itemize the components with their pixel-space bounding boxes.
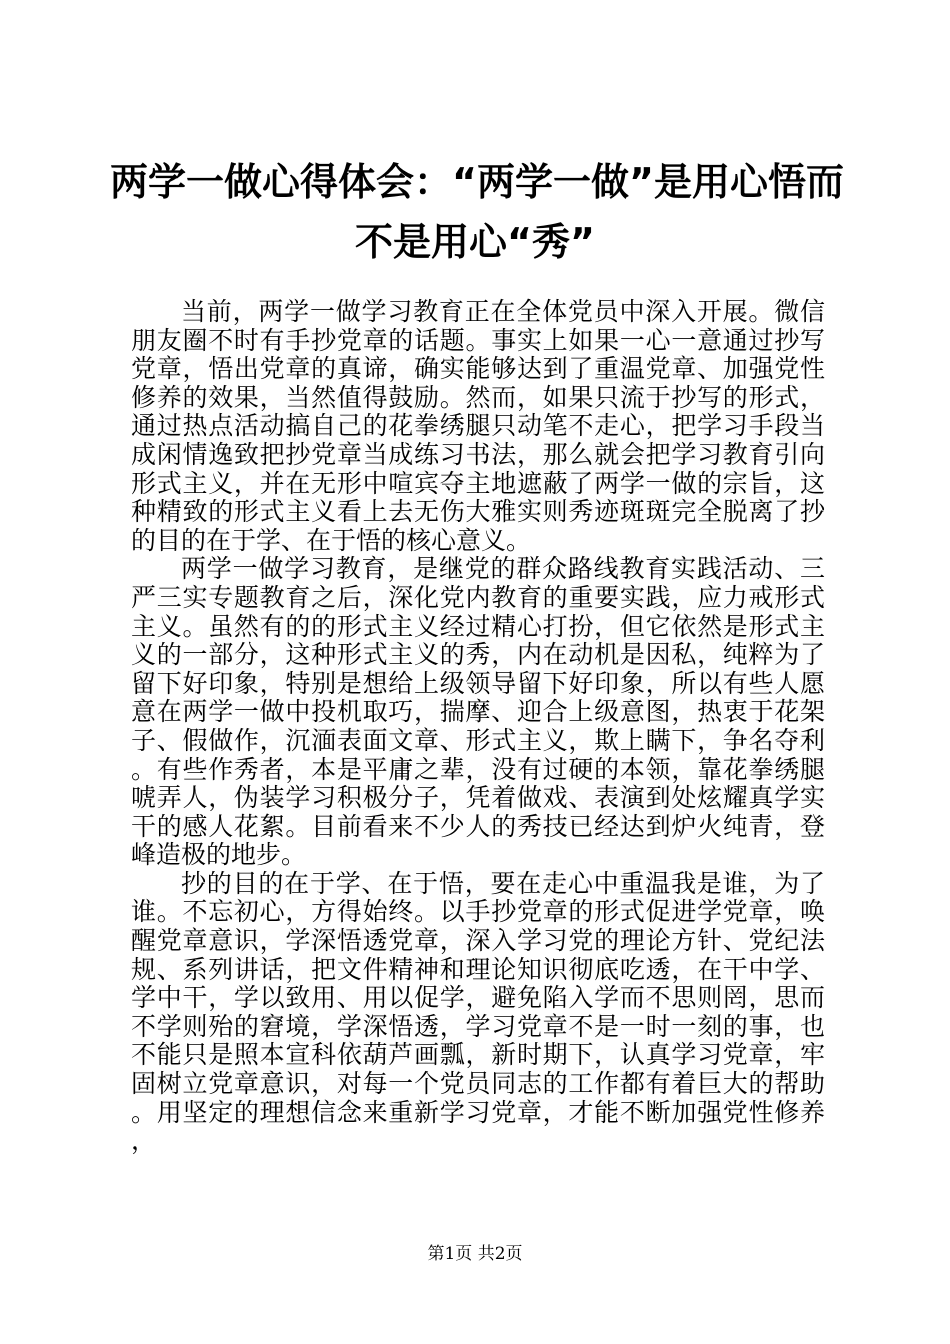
page-footer: 第1页 共2页 <box>427 1244 523 1264</box>
document-title-line-1: 两学一做心得体会：“两学一做”是用心悟而 <box>110 160 844 204</box>
paragraph-3: 抄的目的在于学、在于悟，要在走心中重温我是谁，为了谁。不忘初心，方得始终。以手抄党章的形式促进学党章，唤醒党章意识，学深悟透党章，深入学习党的理论方针、党纪法规、系列讲话，把文件精神和理论知识彻底吃透，在干中学、学中干，学以致用、用以促学，避免陷入学而不思则罔，思而不学则殆的窘境，学深悟透，学习党章不是一时一刻的事，也不能只是照本宣科依葫芦画瓢，新时期下，认真学习党章，牢固树立党章意识，对每一个党员同志的工作都有着巨大的帮助。用坚定的理想信念来重新学习党章，才能不断加强党性修养， <box>131 868 825 1156</box>
document-body <box>131 298 825 1156</box>
document-title-line-2: 不是用心“秀” <box>355 220 595 264</box>
paragraph-1: 当前，两学一做学习教育正在全体党员中深入开展。微信朋友圈不时有手抄党章的话题。事实上如果一心一意通过抄写党章，悟出党章的真谛，确实能够达到了重温党章、加强党性修养的效果，当然值得鼓励。然而，如果只流于抄写的形式，通过热点活动搞自己的花拳绣腿只动笔不走心，把学习手段当成闲情逸致把抄党章当成练习书法，那么就会把学习教育引向形式主义，并在无形中喧宾夺主地遮蔽了两学一做的宗旨，这种精致的形式主义看上去无伤大雅实则秀迹斑斑完全脱离了抄的目的在于学、在于悟的核心意义。 <box>131 297 825 555</box>
paragraph-2: 两学一做学习教育，是继党的群众路线教育实践活动、三严三实专题教育之后，深化党内教育的重要实践，应力戒形式主义。虽然有的的形式主义经过精心打扮，但它依然是形式主义的一部分，这种形式主义的秀，内在动机是因私，纯粹为了留下好印象，特别是想给上级领导留下好印象，所以有些人愿意在两学一做中投机取巧，揣摩、迎合上级意图，热衷于花架子、假做作，沉湎表面文章、形式主义，欺上瞒下，争名夺利。有些作秀者，本是平庸之辈，没有过硬的本领，靠花拳绣腿唬弄人，伪装学习积极分子，凭着做戏、表演到处炫耀真学实干的感人花絮。目前看来不少人的秀技已经达到炉火纯青，登峰造极的地步。 <box>131 554 825 870</box>
